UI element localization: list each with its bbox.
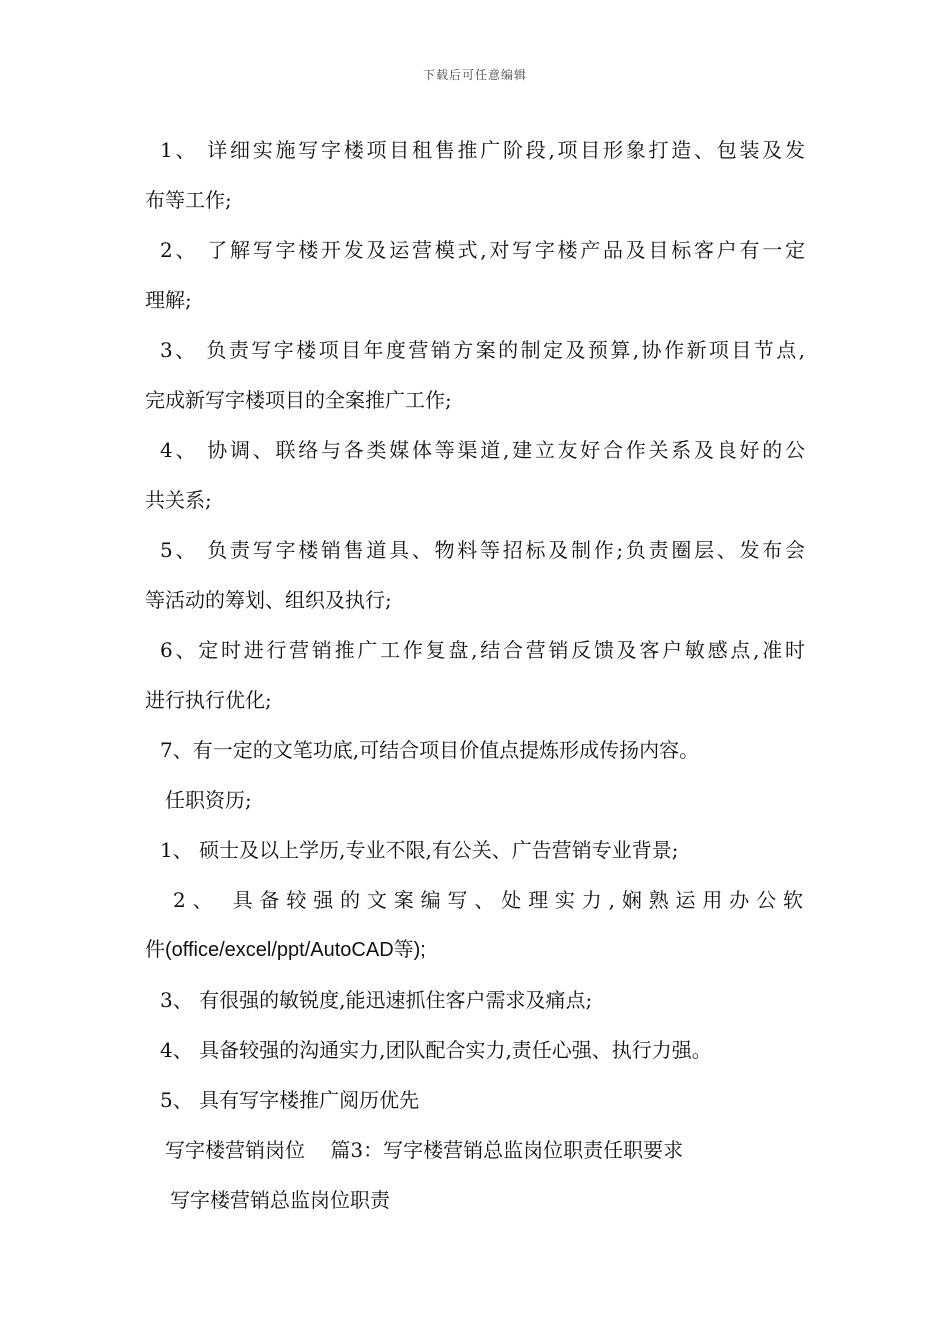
page-header: 下载后可任意编辑 (422, 68, 527, 82)
duty-1-line-2: 布等工作; (145, 188, 232, 212)
duty-7-line: 7、有一定的文笔功底,可结合项目价值点提炼形成传扬内容。 (160, 738, 700, 762)
qualification-4-line: 4、 具备较强的沟通实力,团队配合实力,责任心强、执行力强。 (160, 1038, 712, 1062)
duty-6-line-2: 进行执行优化; (145, 688, 272, 712)
duty-6-line-1: 6、定时进行营销推广工作复盘,结合营销反馈及客户敏感点,准时 (160, 638, 805, 662)
duty-1-line-1: 1、 详细实施写字楼项目租售推广阶段,项目形象打造、包装及发 (160, 138, 805, 162)
section-title-line: 写字楼营销岗位 篇3：写字楼营销总监岗位职责任职要求 (165, 1138, 684, 1162)
duty-2-line-1: 2、 了解写字楼开发及运营模式,对写字楼产品及目标客户有一定 (160, 238, 805, 262)
qualification-1-line: 1、 硕士及以上学历,专业不限,有公关、广告营销专业背景; (160, 838, 679, 862)
duty-3-line-2: 完成新写字楼项目的全案推广工作; (145, 388, 452, 412)
duty-4-line-1: 4、 协调、联络与各类媒体等渠道,建立友好合作关系及良好的公 (160, 438, 805, 462)
duty-5-line-1: 5、 负责写字楼销售道具、物料等招标及制作;负责圈层、发布会 (160, 538, 805, 562)
duty-4-line-2: 共关系; (145, 488, 212, 512)
qualification-5-line: 5、 具有写字楼推广阅历优先 (160, 1088, 420, 1112)
qualification-2-line-2: 件(office/excel/ppt/AutoCAD等); (145, 939, 426, 961)
duty-5-line-2: 等活动的筹划、组织及执行; (145, 588, 392, 612)
subsection-title-line: 写字楼营销总监岗位职责 (170, 1188, 390, 1212)
duty-2-line-2: 理解; (145, 288, 192, 312)
qualification-2-line-1: 2、 具备较强的文案编写、处理实力,娴熟运用办公软 (173, 888, 805, 912)
qualification-3-line: 3、 有很强的敏锐度,能迅速抓住客户需求及痛点; (160, 988, 593, 1012)
qualifications-heading: 任职资历; (165, 788, 252, 812)
duty-3-line-1: 3、 负责写字楼项目年度营销方案的制定及预算,协作新项目节点, (160, 338, 805, 362)
